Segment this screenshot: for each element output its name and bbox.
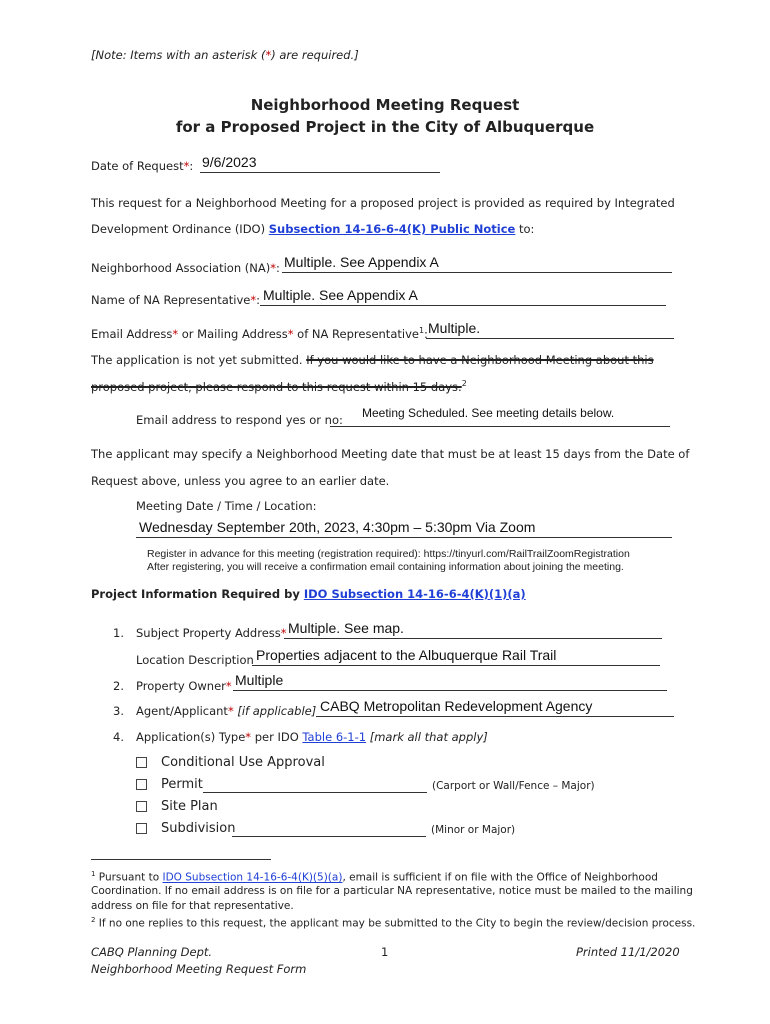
item-1-number: 1.	[113, 626, 124, 640]
respond-underline	[330, 426, 670, 427]
location-field[interactable]: Properties adjacent to the Albuquerque Rail Trail	[256, 647, 557, 663]
asterisk: *	[250, 293, 257, 307]
asterisk: *	[172, 326, 179, 341]
na-underline	[282, 272, 672, 273]
ido-subsection-link[interactable]: IDO Subsection 14-16-6-4(K)(1)(a)	[303, 587, 526, 601]
app-type-conditional-use[interactable]	[136, 755, 325, 770]
app-type-permit[interactable]	[136, 777, 203, 792]
page-number: 1	[381, 945, 389, 959]
label-text: Name of NA Representative	[91, 293, 251, 307]
label-text: of NA Representative	[293, 326, 419, 341]
register-line-2: After registering, you will receive a confirmation email containing information about joining the meeting.	[147, 561, 624, 573]
email-label	[91, 326, 428, 341]
date-request-underline	[200, 172, 440, 173]
na-field[interactable]: Multiple. See Appendix A	[284, 254, 439, 270]
checkbox[interactable]	[136, 801, 147, 812]
colon: :	[275, 261, 280, 275]
intro-line-2	[91, 222, 534, 236]
checkbox[interactable]	[136, 823, 147, 834]
note-text: [Note: Items with an asterisk (	[91, 48, 266, 62]
colon: :	[189, 159, 194, 173]
ido-5a-link[interactable]: IDO Subsection 14-16-6-4(K)(5)(a)	[162, 871, 343, 884]
submitted-text: The application is not yet submitted.	[91, 353, 307, 367]
item-4-number: 4.	[113, 730, 124, 744]
footnote-ref: 2	[461, 379, 467, 388]
asterisk: *	[287, 326, 294, 341]
asterisk: *	[280, 626, 287, 640]
app-type-site-plan[interactable]	[136, 799, 218, 814]
item-1-label	[136, 626, 287, 640]
checkbox[interactable]	[136, 779, 147, 790]
respond-label: Email address to respond yes or no:	[136, 413, 343, 427]
footer-dept: CABQ Planning Dept.	[91, 945, 213, 959]
owner-underline	[233, 690, 667, 691]
location-underline	[252, 665, 660, 666]
page-title: Neighborhood Meeting Request	[250, 96, 520, 114]
subdivision-note: (Minor or Major)	[431, 824, 516, 836]
label-text: Subject Property Address	[136, 626, 281, 640]
asterisk: *	[270, 261, 276, 275]
footnote-number: 1	[91, 870, 96, 878]
option-label: Site Plan	[161, 799, 218, 814]
footnote-1-line-1	[91, 870, 658, 884]
label-text: Neighborhood Association (NA)	[91, 261, 271, 275]
public-notice-link[interactable]: Subsection 14-16-6-4(K) Public Notice	[268, 222, 516, 236]
app-type-subdivision[interactable]	[136, 821, 236, 836]
colon: :	[424, 326, 428, 341]
note-asterisk: *	[265, 48, 272, 62]
option-label: Permit	[161, 777, 203, 792]
footnote-separator	[91, 859, 271, 860]
subdivision-underline	[232, 836, 426, 837]
subject-address-underline	[284, 638, 662, 639]
subject-address-field[interactable]: Multiple. See map.	[288, 620, 404, 636]
label-text: Property Owner	[136, 679, 226, 693]
struck-text: If you would like to have a Neighborhood Meeting about this	[306, 353, 654, 367]
footnote-text: Pursuant to	[95, 871, 163, 884]
label-text: Application(s) Type	[136, 730, 246, 744]
date-request-label	[91, 159, 193, 173]
required-note	[91, 48, 359, 62]
footer-form-name: Neighborhood Meeting Request Form	[91, 962, 307, 976]
email-field[interactable]: Multiple.	[428, 320, 481, 336]
item-3-label	[136, 704, 316, 718]
date-request-field[interactable]: 9/6/2023	[202, 154, 257, 170]
intro-text-end: to:	[515, 222, 535, 236]
submitted-line-1	[91, 353, 654, 367]
colon: :	[256, 293, 260, 307]
intro-line-1: This request for a Neighborhood Meeting for a proposed project is provided as required by Integrated	[91, 196, 675, 210]
asterisk: *	[183, 159, 190, 173]
footnote-2	[91, 916, 695, 930]
asterisk: *	[225, 679, 232, 693]
label-text: or Mailing Address	[178, 326, 288, 341]
applicant-note-2: Request above, unless you agree to an earlier date.	[91, 474, 390, 488]
label-text: per IDO	[251, 730, 303, 744]
note-text-end: ) are required.]	[271, 48, 359, 62]
item-2-label	[136, 679, 232, 693]
label-text: Email Address	[91, 326, 173, 341]
submitted-line-2	[91, 379, 467, 394]
meeting-field[interactable]: Wednesday September 20th, 2023, 4:30pm – 5:30pm Via Zoom	[139, 519, 536, 535]
footnote-number: 2	[91, 916, 96, 924]
option-label: Conditional Use Approval	[161, 755, 325, 770]
permit-note: (Carport or Wall/Fence – Major)	[432, 780, 595, 792]
register-line-1: Register in advance for this meeting (registration required): https://tinyurl.com/RailTrailZoomRegistration	[147, 548, 630, 560]
checkbox[interactable]	[136, 757, 147, 768]
intro-text: Development Ordinance (IDO)	[91, 222, 269, 236]
page-subtitle: for a Proposed Project in the City of Albuquerque	[175, 118, 595, 136]
label-note: [mark all that apply]	[366, 730, 488, 744]
footnote-text: If no one replies to this request, the applicant may be submitted to the City to begin the review/decision process.	[95, 917, 696, 930]
footer-printed: Printed 11/1/2020	[576, 945, 680, 959]
na-rep-underline	[260, 305, 666, 306]
heading-text: Project Information Required by	[91, 587, 304, 601]
footnote-1-line-2: Coordination. If no email address is on file for a particular NA representative, notice must be mailed to the mailing	[91, 885, 693, 897]
agent-field[interactable]: CABQ Metropolitan Redevelopment Agency	[320, 698, 593, 714]
footnote-1-line-3: address on file for that representative.	[91, 900, 294, 912]
project-info-heading	[91, 587, 526, 601]
meeting-underline	[136, 537, 672, 538]
footnote-text: , email is sufficient if on file with the Office of Neighborhood	[342, 871, 658, 884]
struck-text: proposed project, please respond to this request within 15 days.	[91, 379, 462, 394]
na-rep-field[interactable]: Multiple. See Appendix A	[263, 287, 418, 303]
item-3-number: 3.	[113, 704, 124, 718]
item-2-number: 2.	[113, 679, 124, 693]
respond-field[interactable]: Meeting Scheduled. See meeting details below.	[362, 406, 615, 420]
label-text: Date of Request	[91, 159, 184, 173]
agent-underline	[316, 716, 674, 717]
location-label: Location Description	[136, 653, 254, 667]
table-6-1-1-link[interactable]: Table 6-1-1	[302, 730, 367, 744]
footnote-ref: 1	[418, 326, 425, 335]
meeting-label: Meeting Date / Time / Location:	[136, 499, 317, 513]
owner-field[interactable]: Multiple	[235, 672, 284, 688]
na-label	[91, 261, 280, 275]
permit-underline	[203, 792, 427, 793]
label-text: Agent/Applicant	[136, 704, 228, 718]
email-underline	[426, 338, 674, 339]
label-note: [if applicable]	[233, 704, 317, 718]
applicant-note-1: The applicant may specify a Neighborhood Meeting date that must be at least 15 days from the Date of	[91, 447, 690, 461]
asterisk: *	[227, 704, 234, 718]
na-rep-label	[91, 293, 260, 307]
asterisk: *	[245, 730, 252, 744]
item-4-label	[136, 730, 488, 744]
option-label: Subdivision	[161, 821, 236, 836]
